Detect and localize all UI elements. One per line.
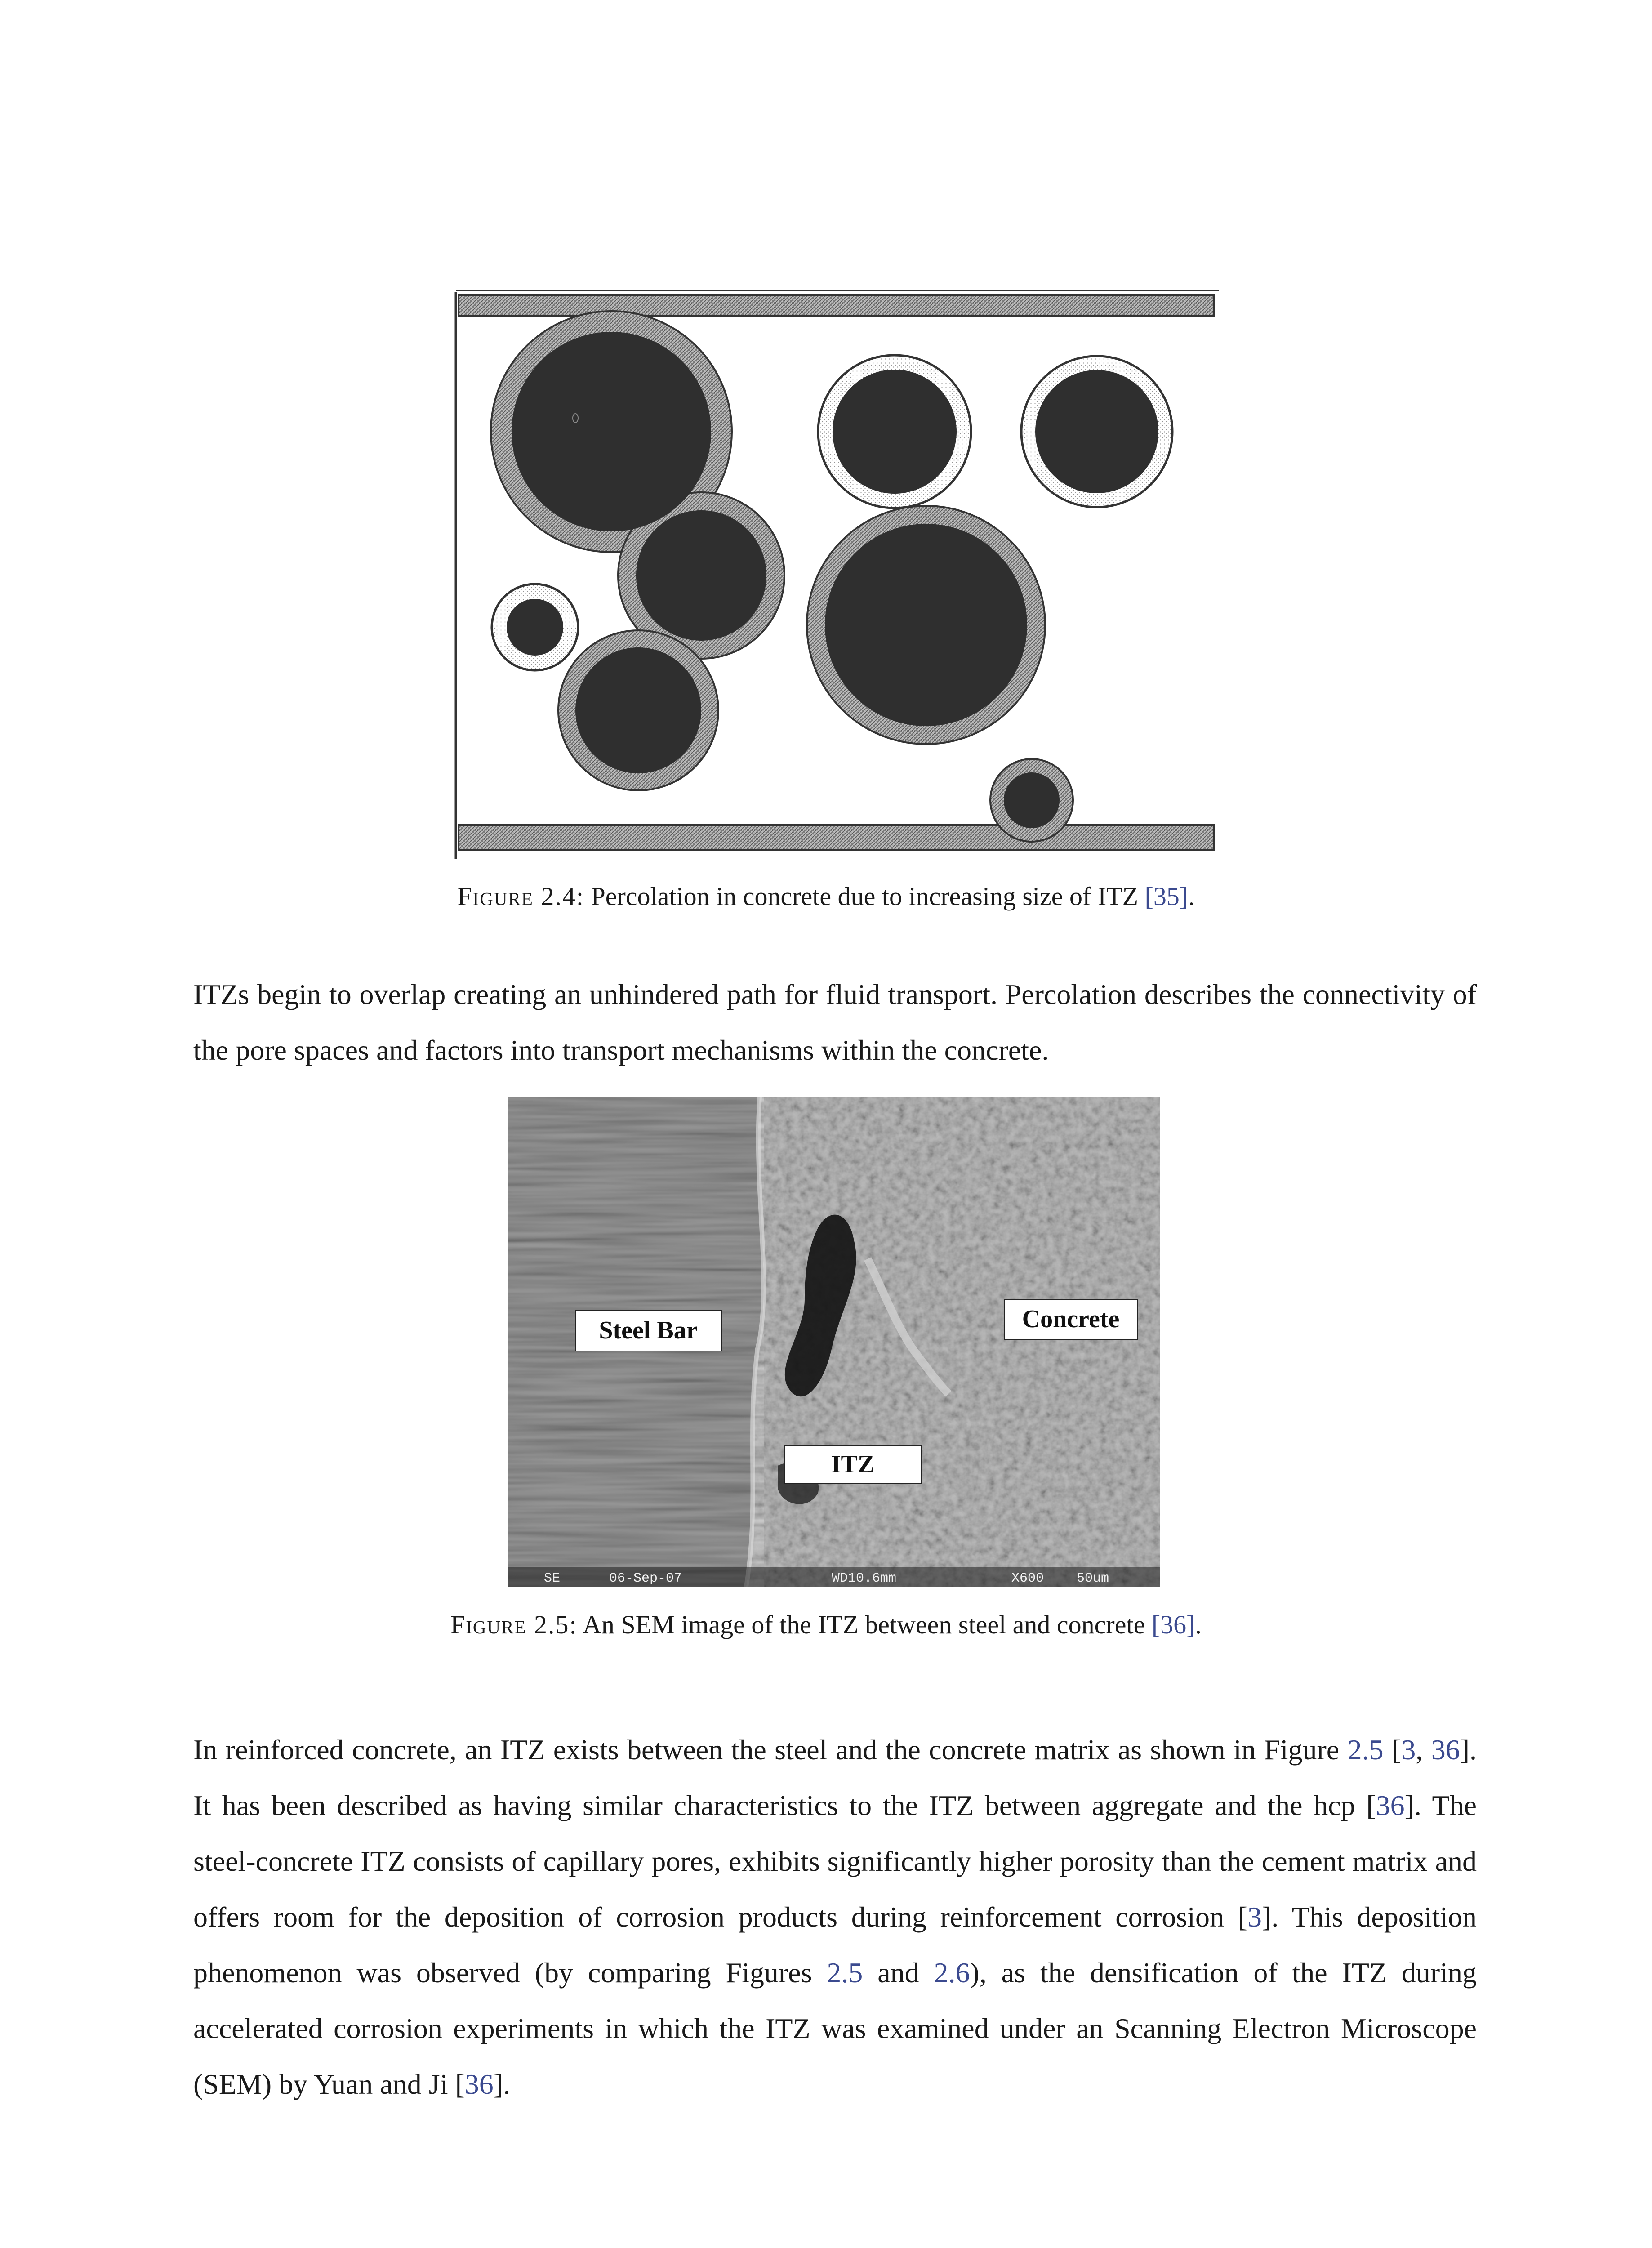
citation-link[interactable]: 36: [1376, 1789, 1405, 1821]
figure-2-5-caption: Figure 2.5: An SEM image of the ITZ between steel and concrete [36].: [450, 1610, 1202, 1639]
svg-text:06-Sep-07: 06-Sep-07: [609, 1571, 682, 1586]
citation-link[interactable]: 3: [1401, 1734, 1416, 1766]
figure-2-5-caption-text: An SEM image of the ITZ between steel and concrete: [582, 1610, 1152, 1639]
percolation-diagram: [450, 283, 1223, 863]
svg-text:Steel Bar: Steel Bar: [599, 1316, 698, 1344]
citation-link[interactable]: 36: [464, 2068, 494, 2100]
figure-2-4-caption: Figure 2.4: Percolation in concrete due to increasing size of ITZ [35].: [457, 882, 1195, 911]
citation-link[interactable]: [35]: [1144, 882, 1189, 911]
paragraph-percolation: ITZs begin to overlap creating an unhindered path for fluid transport. Percolation describes the connectivity of the pore spaces and factors into transport mechanisms within the concrete.: [193, 978, 1477, 1066]
svg-text:SE: SE: [544, 1571, 561, 1586]
figure-2-4-label: Figure 2.4:: [457, 882, 584, 911]
citation-link[interactable]: 36: [1431, 1734, 1460, 1766]
figure-2-5-label: Figure 2.5:: [450, 1610, 578, 1639]
steel-bar-label: [575, 1311, 721, 1351]
bottom-steel-bar: [459, 825, 1214, 850]
citation-link[interactable]: [36]: [1151, 1610, 1195, 1639]
sem-footer: [508, 1567, 1160, 1587]
top-steel-bar: [459, 295, 1214, 316]
paragraph-steel-concrete-itz: In reinforced concrete, an ITZ exists between the steel and the concrete matrix as shown in Figure 2.5 [3, 36]. It has been described as having similar characteristics to the ITZ between aggregate and the hcp [36]. The steel-concrete ITZ consists of capillary pores, exhibits significantly higher porosity than the cement matrix and offers room for the deposition of corrosion products during reinforcement corrosion [3]. This deposition phenomenon was observed (by comparing Figures 2.5 and 2.6), as the densification of the ITZ during accelerated corrosion experiments in which the ITZ was examined under an Scanning Electron Microscope (SEM) by Yuan and Ji [36].: [193, 1734, 1477, 2100]
figure-link[interactable]: 2.5: [827, 1957, 863, 1989]
svg-text:50um: 50um: [1077, 1571, 1109, 1586]
svg-text:WD10.6mm: WD10.6mm: [832, 1571, 897, 1586]
svg-text:X600: X600: [1011, 1571, 1044, 1586]
citation-link[interactable]: 3: [1247, 1901, 1262, 1933]
figure-link[interactable]: 2.6: [934, 1957, 970, 1989]
concrete-label: [1005, 1299, 1137, 1340]
figure-2-4-caption-text: Percolation in concrete due to increasing size of ITZ: [591, 882, 1145, 911]
sem-image: [508, 1097, 1160, 1587]
figure-link[interactable]: 2.5: [1347, 1734, 1384, 1766]
svg-text:Concrete: Concrete: [1022, 1305, 1120, 1333]
svg-text:ITZ: ITZ: [831, 1450, 875, 1478]
itz-label: [784, 1445, 922, 1484]
overlapping-aggregates: [491, 311, 1073, 842]
